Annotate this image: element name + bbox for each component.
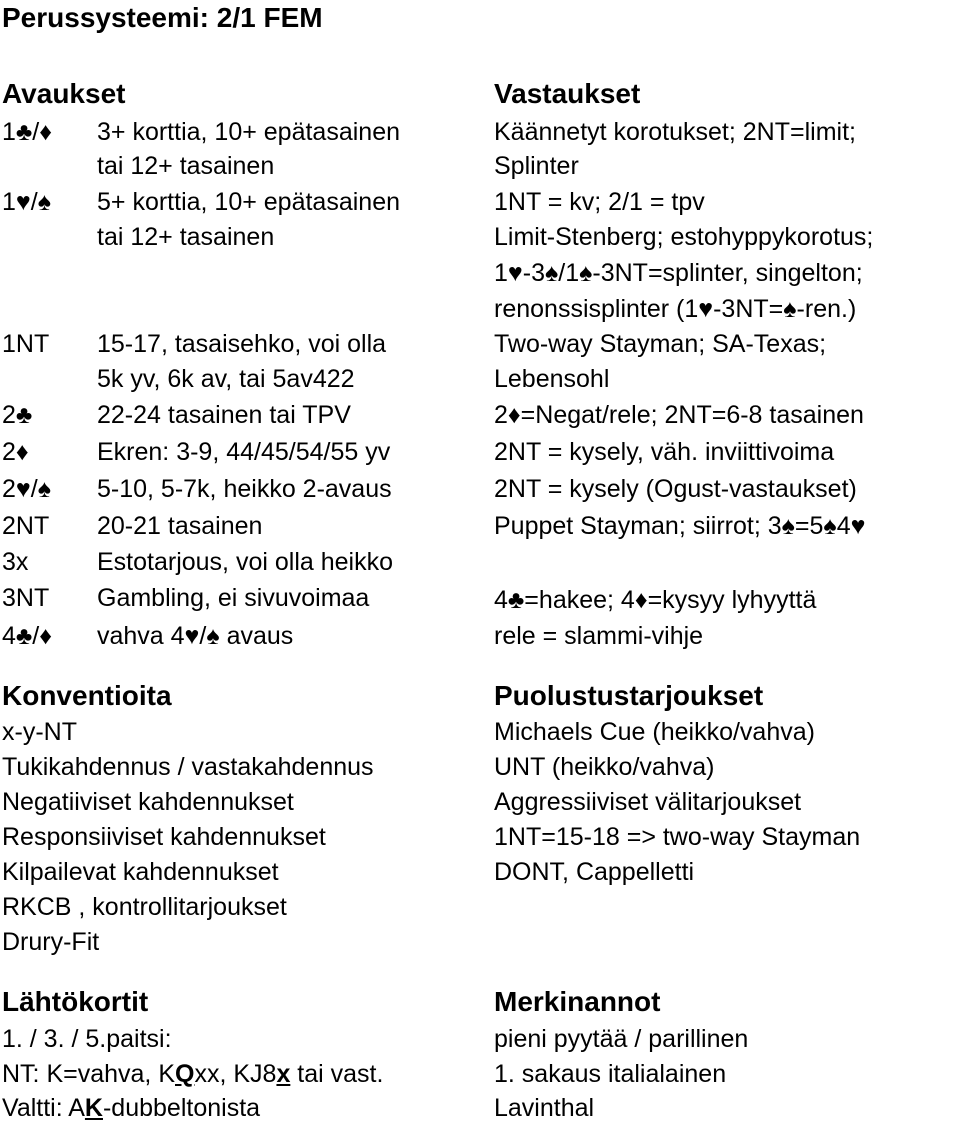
- lahtokortit-text: tai vast.: [290, 1060, 384, 1088]
- lahtokortit-text: -dubbeltonista: [102, 1094, 261, 1122]
- puolustus-heading: Puolustustarjoukset: [494, 680, 764, 711]
- vastaukset-line: Lebensohl: [494, 365, 610, 393]
- desc-7: 22-24 tasainen tai TPV: [97, 401, 351, 429]
- konventio-item: Kilpailevat kahdennukset: [2, 858, 279, 886]
- merkinannot-item: 1. sakaus italialainen: [494, 1060, 727, 1088]
- vastaukset-line: 2♦=Negat/rele; 2NT=6-8 tasainen: [494, 401, 864, 429]
- lahtokortit-text: xx, KJ8: [194, 1060, 277, 1088]
- vastaukset-line: 4♣=hakee; 4♦=kysyy lyhyyttä: [494, 586, 817, 614]
- desc-1: 3+ korttia, 10+ epätasainen: [97, 118, 401, 146]
- vastaukset-line: Limit-Stenberg; estohyppykorotus;: [494, 223, 874, 251]
- lahtokortit-underlined-card: x: [276, 1060, 291, 1088]
- konventioita-heading: Konventioita: [2, 680, 172, 711]
- desc-8: Ekren: 3-9, 44/45/54/55 yv: [97, 438, 391, 466]
- konventio-item: Drury-Fit: [2, 928, 100, 956]
- desc-6: 5k yv, 6k av, tai 5av422: [97, 365, 355, 393]
- puolustus-item: DONT, Cappelletti: [494, 858, 695, 886]
- puolustus-item: 1NT=15-18 => two-way Stayman: [494, 823, 861, 851]
- desc-5: 15-17, tasaisehko, voi olla: [97, 330, 387, 358]
- lahtokortit-heading: Lähtökortit: [2, 986, 149, 1017]
- desc-10: 20-21 tasainen: [97, 512, 263, 540]
- bid-3: 1♥/♠: [2, 188, 51, 216]
- desc-12: Gambling, ei sivuvoimaa: [97, 584, 370, 612]
- vastaukset-line: 2NT = kysely (Ogust-vastaukset): [494, 475, 857, 503]
- vastaukset-line: Two-way Stayman; SA-Texas;: [494, 330, 827, 358]
- avaukset-heading: Avaukset: [2, 78, 126, 109]
- desc-4: tai 12+ tasainen: [97, 223, 275, 251]
- lahtokortit-text: NT: K=vahva, K: [2, 1060, 175, 1088]
- vastaukset-line: 2NT = kysely, väh. inviittivoima: [494, 438, 835, 466]
- bid-8: 2♦: [2, 438, 29, 466]
- lahtokortit-line: [2, 1062, 383, 1087]
- bid-10: 2NT: [2, 512, 50, 540]
- vastaukset-line: rele = slammi-vihje: [494, 622, 704, 650]
- vastaukset-line: 1NT = kv; 2/1 = tpv: [494, 188, 705, 216]
- vastaukset-line: renonssisplinter (1♥-3NT=♠-ren.): [494, 295, 857, 323]
- bid-11: 3x: [2, 548, 29, 576]
- bid-5: 1NT: [2, 330, 50, 358]
- page-title: Perussysteemi: 2/1 FEM: [2, 2, 323, 33]
- bid-1: 1♣/♦: [2, 118, 53, 146]
- vastaukset-line: 1♥-3♠/1♠-3NT=splinter, singelton;: [494, 259, 863, 287]
- lahtokortit-underlined-card: K: [84, 1094, 103, 1122]
- lahtokortit-text: Valtti: A: [2, 1094, 85, 1122]
- bid-12: 3NT: [2, 584, 50, 612]
- vastaukset-line: Käännetyt korotukset; 2NT=limit;: [494, 118, 856, 146]
- bid-13: 4♣/♦: [2, 622, 53, 650]
- konventio-item: Negatiiviset kahdennukset: [2, 788, 294, 816]
- vastaukset-line: Splinter: [494, 152, 579, 180]
- konventio-item: x-y-NT: [2, 718, 77, 746]
- puolustus-item: Aggressiiviset välitarjoukset: [494, 788, 802, 816]
- puolustus-item: Michaels Cue (heikko/vahva): [494, 718, 815, 746]
- lahtokortit-underlined-card: Q: [175, 1060, 195, 1088]
- desc-11: Estotarjous, voi olla heikko: [97, 548, 393, 576]
- konventio-item: RKCB , kontrollitarjoukset: [2, 893, 287, 921]
- lahtokortit-line: [2, 1096, 260, 1121]
- lahtokortit-line: 1. / 3. / 5.paitsi:: [2, 1025, 172, 1053]
- desc-2: tai 12+ tasainen: [97, 152, 275, 180]
- merkinannot-heading: Merkinannot: [494, 986, 661, 1017]
- bid-9: 2♥/♠: [2, 475, 51, 503]
- vastaukset-heading: Vastaukset: [494, 78, 641, 109]
- konventio-item: Responsiiviset kahdennukset: [2, 823, 326, 851]
- konventio-item: Tukikahdennus / vastakahdennus: [2, 753, 374, 781]
- desc-3: 5+ korttia, 10+ epätasainen: [97, 188, 401, 216]
- bid-7: 2♣: [2, 401, 33, 429]
- vastaukset-line: Puppet Stayman; siirrot; 3♠=5♠4♥: [494, 512, 866, 540]
- desc-13: vahva 4♥/♠ avaus: [97, 622, 294, 650]
- merkinannot-item: pieni pyytää / parillinen: [494, 1025, 749, 1053]
- desc-9: 5-10, 5-7k, heikko 2-avaus: [97, 475, 392, 503]
- merkinannot-item: Lavinthal: [494, 1094, 595, 1122]
- puolustus-item: UNT (heikko/vahva): [494, 753, 715, 781]
